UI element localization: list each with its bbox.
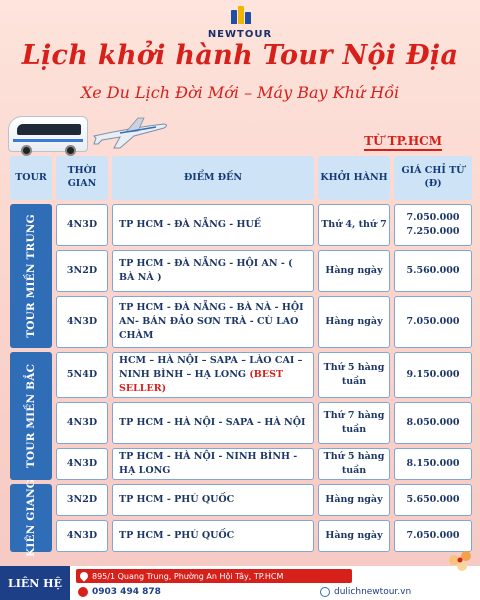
destination-cell <box>112 250 314 292</box>
region-north <box>10 352 52 480</box>
departure-cell <box>318 204 390 246</box>
departure-cell <box>318 352 390 398</box>
duration-cell <box>56 448 108 480</box>
destination-cell-text: TP HCM - ĐÀ NẴNG - BÀ NÀ - HỘI AN- BÁN ĐẢO SƠN TRÀ - CÙ LAO CHÀM <box>119 302 304 341</box>
destination-cell <box>112 204 314 246</box>
tour-schedule-table <box>10 156 472 557</box>
destination-cell-text: TP HCM - HÀ NỘI - SAPA - HÀ NỘI <box>119 417 306 429</box>
duration-cell <box>56 520 108 552</box>
departure-cell-text: Hàng ngày <box>325 316 383 328</box>
region-kien-giang <box>10 479 52 557</box>
price-cell-text: 7.050.000 7.250.000 <box>406 212 460 237</box>
duration-cell <box>56 352 108 398</box>
destination-cell-text: TP HCM - PHÚ QUỐC <box>119 494 235 506</box>
price-cell-text: 8.150.000 <box>406 458 460 470</box>
airplane-icon <box>90 114 170 150</box>
price-cell <box>394 484 472 516</box>
destination-cell <box>112 402 314 444</box>
destination-cell-text: TP HCM - ĐÀ NẴNG - HUẾ <box>119 219 262 231</box>
destination-cell <box>112 520 314 552</box>
destination-cell-text: TP HCM - HÀ NỘI - NINH BÌNH - HẠ LONG <box>119 451 298 476</box>
location-pin-icon <box>78 570 89 581</box>
header-destination: ĐIỂM ĐẾN <box>112 156 314 200</box>
page-subtitle: Xe Du Lịch Đời Mới – Máy Bay Khứ Hồi <box>80 83 400 102</box>
duration-cell <box>56 204 108 246</box>
destination-cell <box>112 448 314 480</box>
duration-cell <box>56 402 108 444</box>
phone-contact[interactable] <box>78 585 161 598</box>
price-cell-text: 8.050.000 <box>406 417 460 429</box>
destination-cell-text: HCM – HÀ NỘI – SAPA – LÀO CAI – NINH BÌNH – HẠ LONG <box>119 355 303 381</box>
duration-cell-text: 4N3D <box>66 219 98 231</box>
departure-cell <box>318 448 390 480</box>
header-departure: KHỞI HÀNH <box>318 156 390 200</box>
duration-cell <box>56 484 108 516</box>
price-cell-text: 5.560.000 <box>406 265 460 277</box>
departure-cell-text: Thứ 5 hàng tuần <box>323 362 385 387</box>
departure-cell <box>318 296 390 348</box>
price-cell <box>394 250 472 292</box>
price-cell <box>394 352 472 398</box>
header-tour: TOUR <box>10 156 52 200</box>
best-seller-badge: (BEST SELLER) <box>119 369 284 394</box>
departure-cell-text: Hàng ngày <box>325 494 383 506</box>
website-link[interactable] <box>320 585 411 598</box>
phone-number: 0903 494 878 <box>92 586 161 597</box>
region-central <box>10 204 52 348</box>
address-text: 895/1 Quang Trung, Phường An Hội Tây, TP.HCM <box>92 571 284 581</box>
price-cell <box>394 402 472 444</box>
destination-cell <box>112 352 314 398</box>
departure-cell <box>318 484 390 516</box>
region-label: KIÊN GIANG <box>25 479 38 557</box>
price-cell-text: 7.050.000 <box>406 530 460 542</box>
departure-cell <box>318 520 390 552</box>
duration-cell <box>56 296 108 348</box>
bus-icon <box>8 116 88 152</box>
region-label: TOUR MIỀN BẮC <box>25 363 37 469</box>
destination-cell <box>112 484 314 516</box>
departure-cell-text: Hàng ngày <box>325 265 383 277</box>
region-label: TOUR MIỀN TRUNG <box>25 214 37 338</box>
duration-cell <box>56 250 108 292</box>
price-cell <box>394 296 472 348</box>
departure-cell-text: Thứ 7 hàng tuần <box>323 410 385 435</box>
duration-cell-text: 5N4D <box>66 369 98 381</box>
brand-name: NEWTOUR <box>207 29 273 40</box>
destination-cell <box>112 296 314 348</box>
price-cell-text: 7.050.000 <box>406 316 460 328</box>
page-title: Lịch khởi hành Tour Nội Địa <box>21 40 459 71</box>
price-cell <box>394 448 472 480</box>
phone-icon <box>78 587 88 597</box>
departure-cell <box>318 250 390 292</box>
destination-cell-text: TP HCM - PHÚ QUỐC <box>119 530 235 542</box>
departure-cell <box>318 402 390 444</box>
duration-cell-text: 4N3D <box>66 458 98 470</box>
destination-cell-text: TP HCM - ĐÀ NẴNG - HỘI AN - ( BÀ NÀ ) <box>119 258 293 283</box>
duration-cell-text: 4N3D <box>66 316 98 328</box>
header-price: GIÁ CHỈ TỪ (Đ) <box>394 156 472 200</box>
website-text: dulichnewtour.vn <box>334 586 412 597</box>
price-cell <box>394 204 472 246</box>
logo-mark-icon <box>228 4 252 24</box>
departure-cell-text: Hàng ngày <box>325 530 383 542</box>
duration-cell-text: 3N2D <box>66 265 98 277</box>
contact-label: LIÊN HỆ <box>0 566 70 600</box>
flower-icon <box>442 546 478 576</box>
route-origin-tag: TỪ TP.HCM <box>364 134 442 151</box>
brand-logo <box>0 4 480 40</box>
duration-cell-text: 3N2D <box>66 494 98 506</box>
globe-icon <box>320 587 330 597</box>
address-bar <box>76 569 352 583</box>
departure-cell-text: Thứ 5 hàng tuần <box>323 451 385 476</box>
duration-cell-text: 4N3D <box>66 417 98 429</box>
duration-cell-text: 4N3D <box>66 530 98 542</box>
price-cell-text: 5.650.000 <box>406 494 460 506</box>
header-duration: THỜI GIAN <box>56 156 108 200</box>
price-cell-text: 9.150.000 <box>406 369 460 381</box>
departure-cell-text: Thứ 4, thứ 7 <box>321 219 387 231</box>
